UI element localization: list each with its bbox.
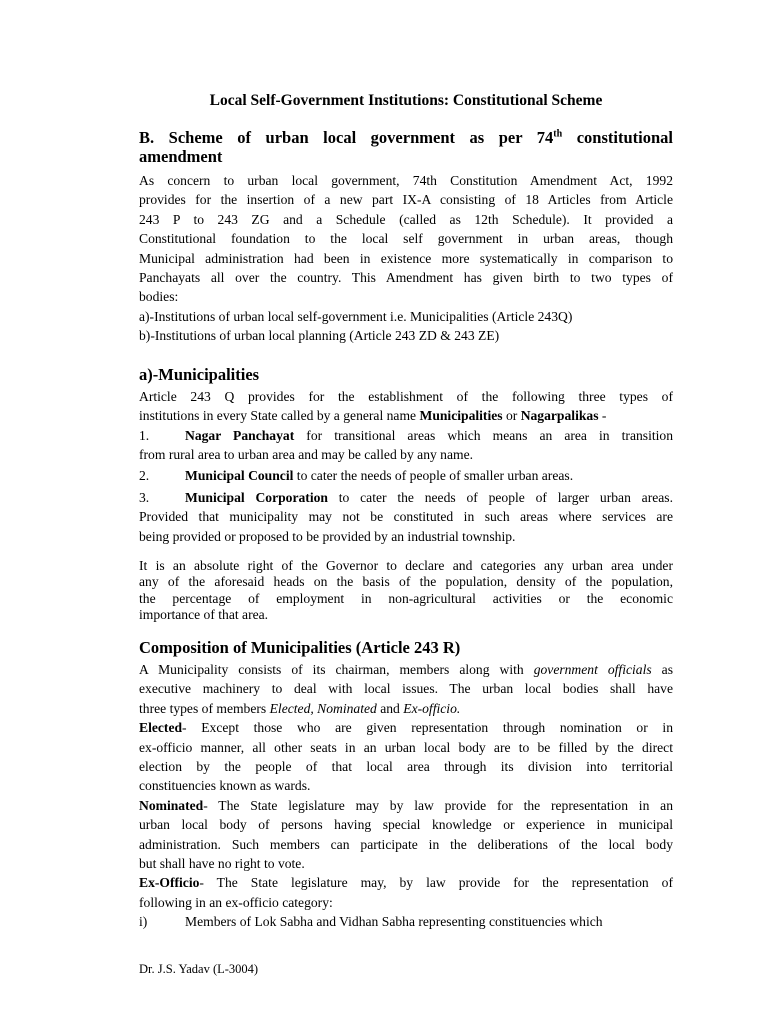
document-title: Local Self-Government Institutions: Constitutional Scheme — [209, 92, 603, 109]
list-item-i: i) Members of Lok Sabha and Vidhan Sabha representing constituencies which — [139, 914, 603, 930]
municipalities-intro: Article 243 Q provides for the establishment of the following three types of institutions in every State called by a general name Municipalities or Nagarpalikas - — [139, 389, 673, 424]
section-b-intro: As concern to urban local government, 74th Constitution Amendment Act, 1992 provides for the insertion of a new part IX-A consisting of 18 Articles from Article 243 P to 243 ZG and a Schedule (called as 12th Schedule). It provided a Constitutional foundation to the local self government in urban areas, though Municipal administration had been in existence more systematically in comparison to Panchayats all over the country. This Amendment has given birth to two types of bodies: a)-Institutions of urban local self-government i.e. Municipalities (Article 243Q) b)-Institutions of urban local planning (Article 243 ZD & 243 ZE) — [139, 171, 673, 346]
elected-paragraph: Elected- Except those who are given representation through nomination or in — [139, 720, 673, 736]
exofficio-paragraph: Ex-Officio- The State legislature may, by law provide for the representation of — [139, 875, 673, 891]
list-item-municipal-council: 2. Municipal Council to cater the needs of people of smaller urban areas. — [139, 468, 574, 483]
list-item-municipal-corporation: 3. Municipal Corporation to cater the needs of people of larger urban areas. Provided that municipality may not be constituted in such areas where services are being provided or proposed to be provided by an industrial township. — [139, 490, 673, 544]
list-item-nagar-panchayat: 1. Nagar Panchayat for transitional areas which means an area in transition from rural area to urban area and may be called by any name. — [139, 428, 673, 463]
body-type-a: a)-Institutions of urban local self-government i.e. Municipalities (Article 243Q) — [139, 308, 573, 324]
page-footer: Dr. J.S. Yadav (L-3004) — [139, 962, 259, 976]
composition-intro: A Municipality consists of its chairman, members along with government officials as executive machinery to deal with local issues. The urban local bodies shall have three types of members Elected, Nominated and Ex-officio. Elected- Except those who are given representation through nomination or in ex-officio manner, all other seats in an urban local body are to be filled by the direct election by the people of that local area through its division into territorial constituencies known as wards. Nominated- The State legislature may by law provide for the representation in an urban local body of persons having special knowledge or experience in municipal administration. Such members can participate in the deliberations of the local body but shall have no right to vote. Ex-Officio- The State legislature may, by law provide for the representation of following in an ex-officio category: i) Members of Lok Sabha and Vidhan Sabha representing constituencies which — [139, 660, 673, 932]
nominated-paragraph: Nominated- The State legislature may by law provide for the representation in an — [139, 797, 673, 813]
municipalities-heading: a)-Municipalities — [139, 365, 260, 384]
governor-paragraph: It is an absolute right of the Governor to declare and categories any urban area under any of the aforesaid heads on the basis of the population, density of the population, the percentage of employment in non-agricultural activities or the economic importance of that area. — [139, 558, 673, 623]
body-type-b: b)-Institutions of urban local planning (Article 243 ZD & 243 ZE) — [139, 328, 500, 344]
section-b-heading: B. Scheme of urban local government as per 74th constitutional amendment — [139, 128, 673, 166]
composition-heading: Composition of Municipalities (Article 243 R) — [139, 638, 461, 657]
